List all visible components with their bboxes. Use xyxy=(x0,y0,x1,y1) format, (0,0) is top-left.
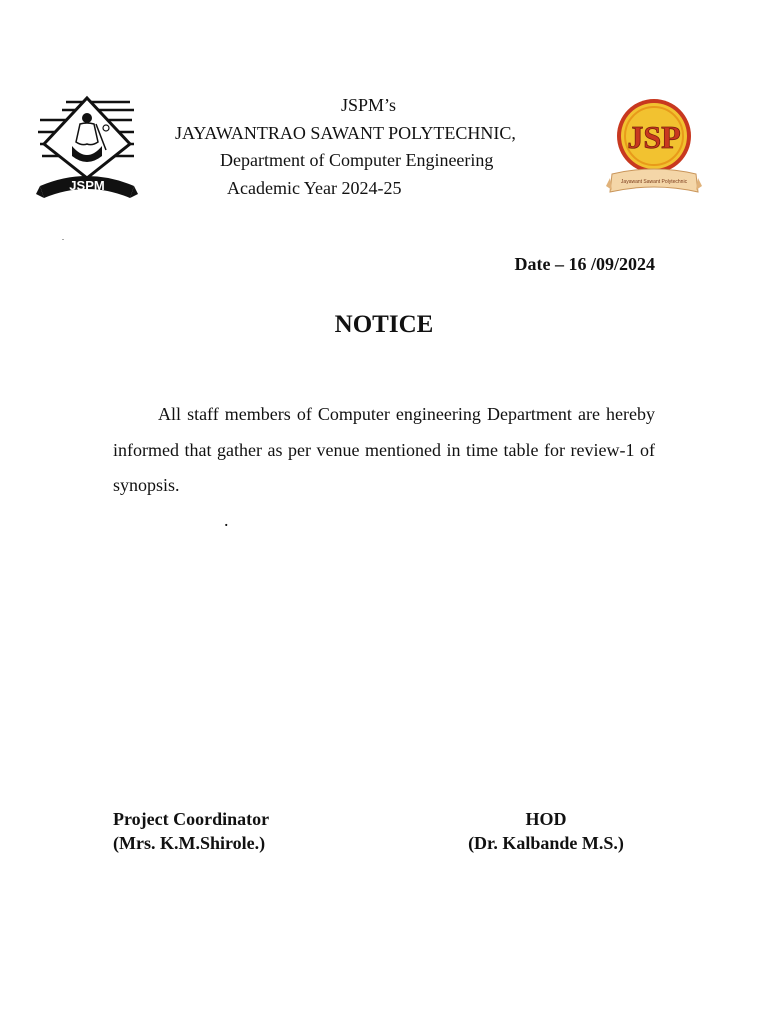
stray-mark: . xyxy=(62,233,64,242)
jspm-logo xyxy=(36,94,138,202)
signatory-coordinator xyxy=(113,807,269,855)
hod-title: HOD xyxy=(525,809,567,829)
jsp-seal-icon xyxy=(606,98,702,198)
coordinator-name: (Mrs. K.M.Shirole.) xyxy=(113,833,266,853)
coordinator-title: Project Coordinator xyxy=(113,809,270,829)
jspm-logo-text: JSPM xyxy=(69,178,105,193)
org-name: JSPM’s xyxy=(341,95,397,115)
jsp-seal-logo xyxy=(606,98,702,198)
department-name: Department of Computer Engineering xyxy=(220,150,494,170)
notice-date: Date – 16 /09/2024 xyxy=(514,254,655,274)
body-trailing-dot: . xyxy=(224,510,229,530)
institute-name: JAYAWANTRAO SAWANT POLYTECHNIC, xyxy=(175,123,516,143)
jspm-emblem-icon xyxy=(36,94,138,202)
notice-title: NOTICE xyxy=(334,311,434,338)
signatory-hod xyxy=(458,807,634,855)
notice-body: All staff members of Computer engineering Department are hereby informed that gather as per venue mentioned in time table for review-1 of synopsis. xyxy=(113,404,655,495)
jsp-ribbon-text: Jayawant Sawant Polytechnic xyxy=(620,179,688,185)
hod-name: (Dr. Kalbande M.S.) xyxy=(468,833,624,853)
jsp-seal-text: JSP xyxy=(627,119,681,155)
academic-year: Academic Year 2024-25 xyxy=(227,178,402,198)
